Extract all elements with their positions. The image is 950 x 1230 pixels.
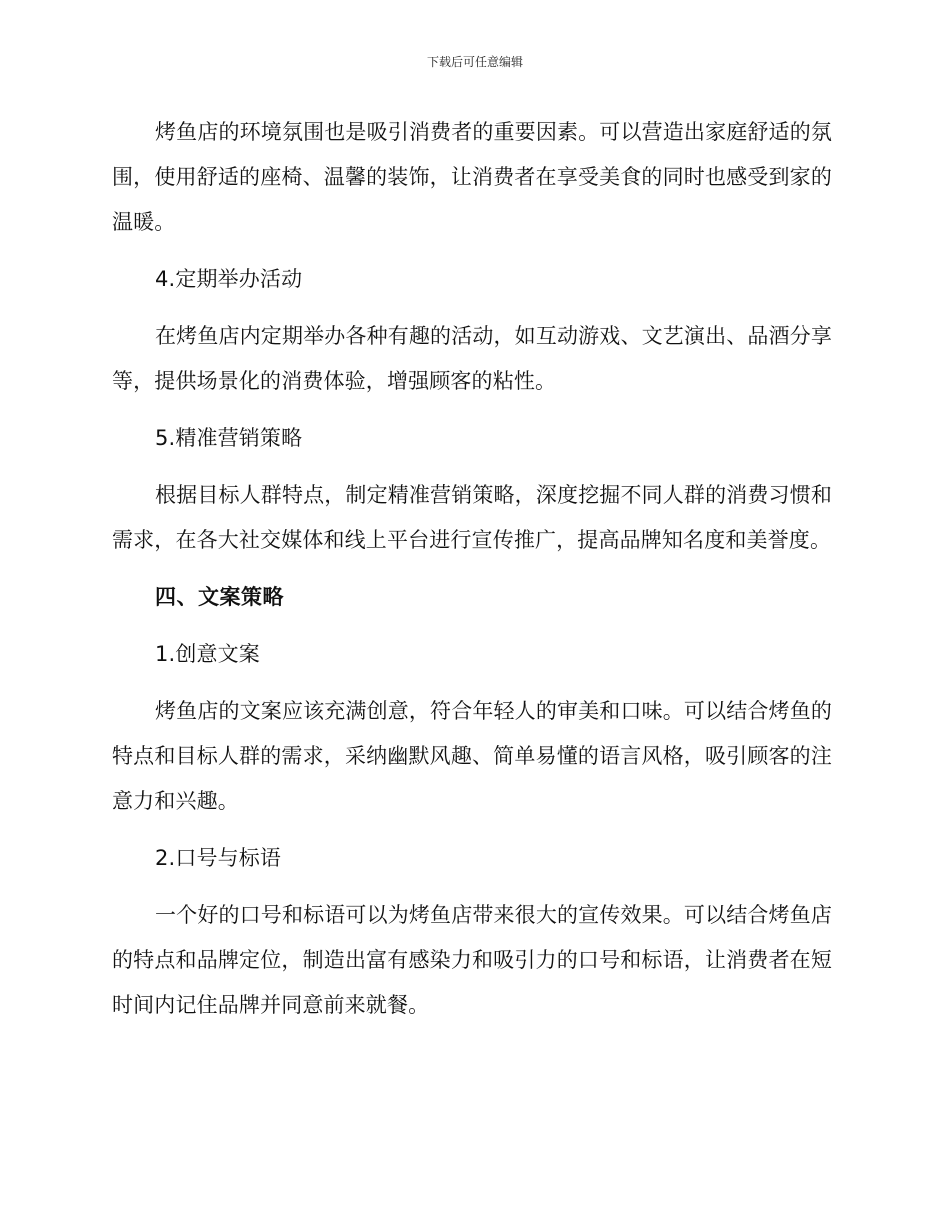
section-heading-copy-strategy: 四、文案策略 (155, 585, 284, 609)
header-note: 下载后可任意编辑 (426, 55, 523, 69)
paragraph-slogan: 一个好的口号和标语可以为烤鱼店带来很大的宣传效果。可以结合烤鱼店的特点和品牌定位，制造出富有感染力和吸引力的口号和标语，让消费者在短时间内记住品牌并同意前来就餐。 (112, 903, 832, 1017)
subheading-creative-copy: 1.创意文案 (155, 642, 260, 666)
subheading-regular-events: 4.定期举办活动 (155, 267, 303, 291)
paragraph-creative-copy: 烤鱼店的文案应该充满创意，符合年轻人的审美和口味。可以结合烤鱼的特点和目标人群的需求，采纳幽默风趣、简单易懂的语言风格，吸引顾客的注意力和兴趣。 (112, 699, 832, 813)
subheading-slogan: 2.口号与标语 (155, 846, 282, 870)
subheading-precision-marketing: 5.精准营销策略 (155, 426, 303, 450)
paragraph-marketing: 根据目标人群特点，制定精准营销策略，深度挖掘不同人群的消费习惯和需求，在各大社交媒体和线上平台进行宣传推广，提高品牌知名度和美誉度。 (112, 483, 832, 552)
paragraph-events: 在烤鱼店内定期举办各种有趣的活动，如互动游戏、文艺演出、品酒分享等，提供场景化的消费体验，增强顾客的粘性。 (112, 324, 832, 393)
document-body (112, 110, 832, 1040)
paragraph-environment: 烤鱼店的环境氛围也是吸引消费者的重要因素。可以营造出家庭舒适的氛围，使用舒适的座椅、温馨的装饰，让消费者在享受美食的同时也感受到家的温暖。 (112, 120, 832, 234)
